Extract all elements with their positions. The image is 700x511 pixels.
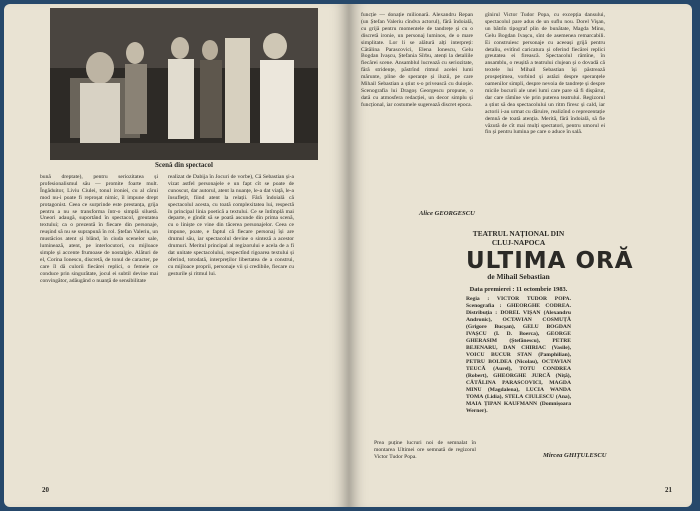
program-title: ULTIMA ORĂ (466, 248, 634, 274)
stage-photo (50, 8, 318, 160)
photo-caption: Scenă din spectacol (155, 161, 213, 169)
page-number-left: 20 (42, 486, 49, 494)
right-column-1 (361, 12, 473, 210)
article-text: realizat de Dabija în Jocuri de vorbe), Că Sebastian și-a vizat astfel personajele e un fapt cît se poate de cunoscut, dar autorul, atent la nuanțe, le-a dat viață, le-a însuflețit, fiind atent la relații. Fără îndoială că spectacolul acesta, cu toată complexitatea lui, respectă în principal linia poetică a textului. Ce se întîmplă mai departe, e gîndit să se poată ascunde din prima scenă, cu o liniște ce vine din tăcerea personajelor. Ceea ce impune, poate, e faptul că fiecare personaj își are drumul său, iar spectacolul devine o sinteză a acestor drumuri. Meritul principal al regizorului e acela de a fi dat unitate spectacolului, respectînd rigoarea textului și oferind, totodată, interpreților libertatea de a construi, cu mijloace proprii, personaje vii și credibile, fiecare cu gesturile și ritmul lui. (168, 174, 294, 277)
right-column-2 (485, 12, 605, 452)
left-column-2 (168, 174, 294, 480)
program-premiere: Data premierei : 11 octombrie 1983. (469, 285, 568, 293)
article-text: bună dreptate), pentru seriozitatea și profesionalismul său — promite foarte mult. Îngăduitor, Liviu Ciulei, tonul ironiei, cu al cărui mod nu-i poate fi reproșat nimic, îl impune drept protagonist. Ceea ce surprinde este prestanța, grija pentru a nu se transforma într-o simplă siluetă. Uneori adaugă, suportând în spectacol, greutatea textului; ca o prezentă în fiecare din personaje, reușind să nu se suprapună în rol. Ștefan Valeriu, un mustăcios atent și blând, în ciuda scenelor sale, luminează, atent, pe interlocutori, cu mijloace simple și accente frumoase de nostalgie. Alături de el, Corina Ionescu, discretă, de tonul de caracter, pe care îl dă culorii fiecărei replici, o femeie ce conduce prin singurătate, jocul ei subtil devine mai convingător, adăugând o nuanță de sensibilitate (40, 174, 158, 284)
right-page (349, 4, 692, 507)
left-column-1 (40, 174, 158, 480)
program-credits: Regia : VICTOR TUDOR POPA. Scenografia : GHEORGHE CODREA. Distribuția : DOREL VIȘAN (Alexandru Andronic), OCTAVIAN COSMUȚĂ (Grigore Bucșan), GELU BOGDAN IVAȘCU (I. D. Boerca), GEORGE GHERASIM (Ștefănescu), PETRE BEJENARU, DAN CHIRIAC (Vasile), VOICU BUCUR STAN (Pamphilian), PETRU BOLDEA (Nicolau), OCTAVIAN TEUCĂ (Aurel), TOTU CONDREA (Robert), GHEORGHE JURCĂ (Niță), CĂTĂLINA PARASCOVICI, MAGDA MINU (Magdalena), LUCIA WANDA TOMA (Lidia), STELA CIULESCU (Ana), MAIA ȚIPAN KAUFMANN (Domnișoara Werner). (466, 296, 571, 414)
page-number-right: 21 (665, 486, 672, 494)
program-footnote (374, 440, 476, 480)
article-text: funcție — donație milionară. Alexandru Repan (un Ștefan Valeriu cîndva actorul), fără îndoială, cu grijă pentru momentele de tandrețe și cu o discretă ironie, un personaj luminos, de o mare simplitate. Lor li se alătură alți interpreți: Cătălina Parascovici, Elena Ionescu, Gelu Bogdan Ivașcu, Ștefania Sîrbu, atenți la detaliile fiecărei scene. Ansamblul lucrează cu seriozitate, fără stridențe, păstrînd ritmul acelei lumi mărunte, pline de speranțe și iluzii, pe care Mihail Sebastian a știut s-o privească cu duioșie. Scenografia lui Dragoș Georgescu propune, o dată cu atmosfera redacției, un decor simplu și funcțional, iar costumele sugerează discret epoca. (361, 12, 473, 108)
signature-mircea-ghitulescu: Mircea GHIȚULESCU (543, 452, 607, 459)
signature-alice-georgescu: Alice GEORGESCU (419, 210, 475, 217)
left-page (4, 4, 349, 507)
footnote-text: Prea puține lucruri noi de semnalat în montarea Ultimei ore semnată de regizorul Victor Tudor Popa. (374, 440, 476, 460)
program-author: de Mihail Sebastian (487, 272, 550, 281)
article-text: gînirul Victor Tudor Popa, cu excepția dansului, spectacolul pare adus de un suflu nou. Dorel Vișan, un bătrîn tipograf plin de bunătate, Magda Minu, Gelu Bogdan Ivașcu, sînt de asemenea remarcabili. Ei construiesc personaje cu aceeași grijă pentru detaliu, evitînd caricatura și oferind fiecărei replici greutatea ei firească. Spectacolul rămîne, în ansamblu, o reușită a teatrului clujean și o dovadă că textele lui Mihail Sebastian își păstrează prospețimea, vorbind și astăzi despre speranțele oamenilor simpli, despre nevoia de tandrețe și despre micile bucurii ale unei lumi care pare să fi dispărut, dar care rămîne vie prin puterea teatrului. Regizorul a știut să dea spectacolului un ritm firesc și cald, iar actorii i-au urmat cu dăruire, realizînd o reprezentație demnă de toată atenția. Merită, fără îndoială, să fie văzută de cît mai mulți spectatori, pentru umorul ei fin și pentru lumina pe care o aduce în sală. (485, 12, 605, 136)
program-heading: TEATRUL NAȚIONAL DIN CLUJ-NAPOCA (472, 229, 565, 247)
